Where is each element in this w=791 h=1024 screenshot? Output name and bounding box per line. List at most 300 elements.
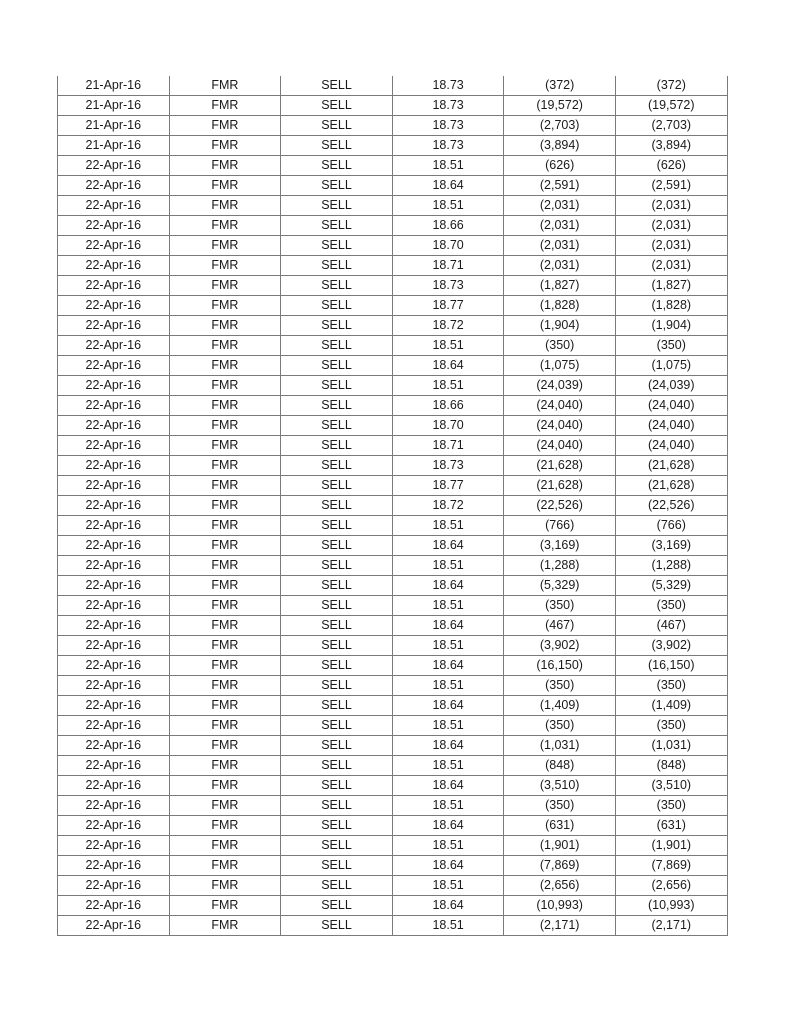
quantity-total-cell: (2,591) xyxy=(615,176,727,196)
type-cell: SELL xyxy=(281,736,393,756)
type-cell: SELL xyxy=(281,696,393,716)
quantity-cell: (2,703) xyxy=(504,116,616,136)
party-cell: FMR xyxy=(169,916,281,936)
price-cell: 18.77 xyxy=(392,476,504,496)
date-cell: 22-Apr-16 xyxy=(58,576,170,596)
date-cell: 22-Apr-16 xyxy=(58,776,170,796)
party-cell: FMR xyxy=(169,756,281,776)
party-cell: FMR xyxy=(169,296,281,316)
quantity-cell: (1,827) xyxy=(504,276,616,296)
date-cell: 22-Apr-16 xyxy=(58,916,170,936)
party-cell: FMR xyxy=(169,96,281,116)
date-cell: 22-Apr-16 xyxy=(58,336,170,356)
table-row xyxy=(58,896,728,916)
quantity-cell: (350) xyxy=(504,596,616,616)
price-cell: 18.66 xyxy=(392,216,504,236)
date-cell: 22-Apr-16 xyxy=(58,516,170,536)
type-cell: SELL xyxy=(281,116,393,136)
date-cell: 22-Apr-16 xyxy=(58,196,170,216)
quantity-cell: (3,902) xyxy=(504,636,616,656)
type-cell: SELL xyxy=(281,356,393,376)
type-cell: SELL xyxy=(281,256,393,276)
price-cell: 18.51 xyxy=(392,676,504,696)
type-cell: SELL xyxy=(281,876,393,896)
quantity-cell: (1,409) xyxy=(504,696,616,716)
table-row xyxy=(58,96,728,116)
quantity-total-cell: (2,031) xyxy=(615,256,727,276)
price-cell: 18.51 xyxy=(392,756,504,776)
table-row xyxy=(58,316,728,336)
price-cell: 18.64 xyxy=(392,776,504,796)
price-cell: 18.64 xyxy=(392,536,504,556)
type-cell: SELL xyxy=(281,596,393,616)
quantity-total-cell: (848) xyxy=(615,756,727,776)
party-cell: FMR xyxy=(169,436,281,456)
quantity-cell: (24,040) xyxy=(504,436,616,456)
price-cell: 18.64 xyxy=(392,736,504,756)
quantity-cell: (2,591) xyxy=(504,176,616,196)
date-cell: 22-Apr-16 xyxy=(58,836,170,856)
table-row xyxy=(58,396,728,416)
quantity-total-cell: (631) xyxy=(615,816,727,836)
date-cell: 21-Apr-16 xyxy=(58,76,170,96)
table-row xyxy=(58,876,728,896)
quantity-total-cell: (2,031) xyxy=(615,236,727,256)
quantity-cell: (24,040) xyxy=(504,396,616,416)
quantity-cell: (1,075) xyxy=(504,356,616,376)
date-cell: 22-Apr-16 xyxy=(58,276,170,296)
quantity-cell: (848) xyxy=(504,756,616,776)
date-cell: 22-Apr-16 xyxy=(58,816,170,836)
quantity-total-cell: (1,904) xyxy=(615,316,727,336)
quantity-total-cell: (350) xyxy=(615,336,727,356)
quantity-cell: (2,656) xyxy=(504,876,616,896)
date-cell: 22-Apr-16 xyxy=(58,236,170,256)
quantity-total-cell: (21,628) xyxy=(615,456,727,476)
price-cell: 18.51 xyxy=(392,376,504,396)
quantity-cell: (1,031) xyxy=(504,736,616,756)
quantity-total-cell: (350) xyxy=(615,796,727,816)
table-row xyxy=(58,116,728,136)
quantity-total-cell: (22,526) xyxy=(615,496,727,516)
price-cell: 18.51 xyxy=(392,876,504,896)
party-cell: FMR xyxy=(169,596,281,616)
trades-table-body xyxy=(58,76,728,936)
party-cell: FMR xyxy=(169,516,281,536)
type-cell: SELL xyxy=(281,436,393,456)
table-row xyxy=(58,796,728,816)
date-cell: 22-Apr-16 xyxy=(58,376,170,396)
price-cell: 18.73 xyxy=(392,96,504,116)
quantity-total-cell: (2,031) xyxy=(615,196,727,216)
date-cell: 22-Apr-16 xyxy=(58,556,170,576)
quantity-cell: (1,904) xyxy=(504,316,616,336)
type-cell: SELL xyxy=(281,896,393,916)
price-cell: 18.64 xyxy=(392,896,504,916)
quantity-cell: (7,869) xyxy=(504,856,616,876)
table-row xyxy=(58,236,728,256)
date-cell: 22-Apr-16 xyxy=(58,216,170,236)
date-cell: 22-Apr-16 xyxy=(58,176,170,196)
party-cell: FMR xyxy=(169,276,281,296)
date-cell: 22-Apr-16 xyxy=(58,456,170,476)
type-cell: SELL xyxy=(281,336,393,356)
table-row xyxy=(58,556,728,576)
quantity-cell: (372) xyxy=(504,76,616,96)
price-cell: 18.64 xyxy=(392,356,504,376)
quantity-total-cell: (1,901) xyxy=(615,836,727,856)
price-cell: 18.51 xyxy=(392,916,504,936)
price-cell: 18.77 xyxy=(392,296,504,316)
party-cell: FMR xyxy=(169,776,281,796)
table-row xyxy=(58,536,728,556)
type-cell: SELL xyxy=(281,276,393,296)
quantity-total-cell: (24,040) xyxy=(615,436,727,456)
type-cell: SELL xyxy=(281,636,393,656)
quantity-cell: (5,329) xyxy=(504,576,616,596)
type-cell: SELL xyxy=(281,176,393,196)
quantity-cell: (1,828) xyxy=(504,296,616,316)
trades-table xyxy=(57,76,728,936)
quantity-total-cell: (766) xyxy=(615,516,727,536)
quantity-cell: (3,169) xyxy=(504,536,616,556)
date-cell: 21-Apr-16 xyxy=(58,96,170,116)
quantity-cell: (2,031) xyxy=(504,236,616,256)
quantity-total-cell: (3,510) xyxy=(615,776,727,796)
type-cell: SELL xyxy=(281,536,393,556)
quantity-total-cell: (2,171) xyxy=(615,916,727,936)
quantity-total-cell: (626) xyxy=(615,156,727,176)
party-cell: FMR xyxy=(169,196,281,216)
price-cell: 18.73 xyxy=(392,276,504,296)
date-cell: 22-Apr-16 xyxy=(58,796,170,816)
table-row xyxy=(58,516,728,536)
type-cell: SELL xyxy=(281,376,393,396)
price-cell: 18.71 xyxy=(392,436,504,456)
table-row xyxy=(58,716,728,736)
party-cell: FMR xyxy=(169,536,281,556)
quantity-total-cell: (3,902) xyxy=(615,636,727,656)
quantity-total-cell: (19,572) xyxy=(615,96,727,116)
party-cell: FMR xyxy=(169,716,281,736)
party-cell: FMR xyxy=(169,896,281,916)
price-cell: 18.51 xyxy=(392,636,504,656)
table-row xyxy=(58,156,728,176)
date-cell: 22-Apr-16 xyxy=(58,676,170,696)
type-cell: SELL xyxy=(281,96,393,116)
date-cell: 22-Apr-16 xyxy=(58,716,170,736)
party-cell: FMR xyxy=(169,336,281,356)
table-row xyxy=(58,616,728,636)
quantity-cell: (2,171) xyxy=(504,916,616,936)
date-cell: 22-Apr-16 xyxy=(58,756,170,776)
quantity-total-cell: (2,031) xyxy=(615,216,727,236)
quantity-cell: (16,150) xyxy=(504,656,616,676)
type-cell: SELL xyxy=(281,776,393,796)
quantity-cell: (350) xyxy=(504,336,616,356)
price-cell: 18.51 xyxy=(392,796,504,816)
party-cell: FMR xyxy=(169,136,281,156)
quantity-total-cell: (3,169) xyxy=(615,536,727,556)
type-cell: SELL xyxy=(281,476,393,496)
date-cell: 22-Apr-16 xyxy=(58,316,170,336)
type-cell: SELL xyxy=(281,856,393,876)
type-cell: SELL xyxy=(281,236,393,256)
quantity-cell: (21,628) xyxy=(504,476,616,496)
quantity-cell: (3,894) xyxy=(504,136,616,156)
type-cell: SELL xyxy=(281,836,393,856)
type-cell: SELL xyxy=(281,516,393,536)
type-cell: SELL xyxy=(281,716,393,736)
quantity-cell: (22,526) xyxy=(504,496,616,516)
table-row xyxy=(58,76,728,96)
quantity-total-cell: (10,993) xyxy=(615,896,727,916)
table-row xyxy=(58,276,728,296)
party-cell: FMR xyxy=(169,236,281,256)
type-cell: SELL xyxy=(281,156,393,176)
type-cell: SELL xyxy=(281,756,393,776)
price-cell: 18.64 xyxy=(392,656,504,676)
party-cell: FMR xyxy=(169,816,281,836)
quantity-cell: (24,040) xyxy=(504,416,616,436)
price-cell: 18.51 xyxy=(392,556,504,576)
quantity-cell: (1,901) xyxy=(504,836,616,856)
quantity-total-cell: (2,703) xyxy=(615,116,727,136)
table-row xyxy=(58,576,728,596)
date-cell: 21-Apr-16 xyxy=(58,116,170,136)
date-cell: 22-Apr-16 xyxy=(58,656,170,676)
price-cell: 18.72 xyxy=(392,496,504,516)
price-cell: 18.72 xyxy=(392,316,504,336)
table-row xyxy=(58,596,728,616)
type-cell: SELL xyxy=(281,796,393,816)
party-cell: FMR xyxy=(169,376,281,396)
party-cell: FMR xyxy=(169,836,281,856)
date-cell: 21-Apr-16 xyxy=(58,136,170,156)
date-cell: 22-Apr-16 xyxy=(58,696,170,716)
type-cell: SELL xyxy=(281,196,393,216)
table-row xyxy=(58,856,728,876)
party-cell: FMR xyxy=(169,876,281,896)
quantity-total-cell: (350) xyxy=(615,676,727,696)
date-cell: 22-Apr-16 xyxy=(58,256,170,276)
date-cell: 22-Apr-16 xyxy=(58,896,170,916)
party-cell: FMR xyxy=(169,316,281,336)
table-row xyxy=(58,496,728,516)
type-cell: SELL xyxy=(281,496,393,516)
table-row xyxy=(58,816,728,836)
party-cell: FMR xyxy=(169,156,281,176)
party-cell: FMR xyxy=(169,856,281,876)
quantity-total-cell: (1,828) xyxy=(615,296,727,316)
quantity-total-cell: (1,288) xyxy=(615,556,727,576)
quantity-total-cell: (1,075) xyxy=(615,356,727,376)
price-cell: 18.64 xyxy=(392,616,504,636)
quantity-cell: (631) xyxy=(504,816,616,836)
quantity-total-cell: (5,329) xyxy=(615,576,727,596)
party-cell: FMR xyxy=(169,256,281,276)
quantity-total-cell: (350) xyxy=(615,596,727,616)
price-cell: 18.73 xyxy=(392,116,504,136)
table-row xyxy=(58,136,728,156)
price-cell: 18.51 xyxy=(392,336,504,356)
price-cell: 18.51 xyxy=(392,516,504,536)
quantity-total-cell: (7,869) xyxy=(615,856,727,876)
type-cell: SELL xyxy=(281,676,393,696)
quantity-total-cell: (24,040) xyxy=(615,396,727,416)
date-cell: 22-Apr-16 xyxy=(58,436,170,456)
type-cell: SELL xyxy=(281,416,393,436)
table-row xyxy=(58,376,728,396)
price-cell: 18.73 xyxy=(392,76,504,96)
quantity-cell: (2,031) xyxy=(504,216,616,236)
party-cell: FMR xyxy=(169,76,281,96)
party-cell: FMR xyxy=(169,416,281,436)
table-row xyxy=(58,256,728,276)
party-cell: FMR xyxy=(169,356,281,376)
table-row xyxy=(58,296,728,316)
type-cell: SELL xyxy=(281,456,393,476)
table-row xyxy=(58,756,728,776)
quantity-total-cell: (1,031) xyxy=(615,736,727,756)
table-row xyxy=(58,176,728,196)
price-cell: 18.73 xyxy=(392,136,504,156)
quantity-total-cell: (24,040) xyxy=(615,416,727,436)
quantity-cell: (3,510) xyxy=(504,776,616,796)
price-cell: 18.64 xyxy=(392,696,504,716)
table-row xyxy=(58,196,728,216)
type-cell: SELL xyxy=(281,616,393,636)
price-cell: 18.51 xyxy=(392,716,504,736)
table-row xyxy=(58,356,728,376)
date-cell: 22-Apr-16 xyxy=(58,736,170,756)
price-cell: 18.51 xyxy=(392,836,504,856)
price-cell: 18.51 xyxy=(392,596,504,616)
price-cell: 18.64 xyxy=(392,856,504,876)
quantity-cell: (19,572) xyxy=(504,96,616,116)
quantity-total-cell: (3,894) xyxy=(615,136,727,156)
price-cell: 18.70 xyxy=(392,236,504,256)
type-cell: SELL xyxy=(281,216,393,236)
quantity-total-cell: (1,409) xyxy=(615,696,727,716)
date-cell: 22-Apr-16 xyxy=(58,596,170,616)
party-cell: FMR xyxy=(169,616,281,636)
date-cell: 22-Apr-16 xyxy=(58,156,170,176)
date-cell: 22-Apr-16 xyxy=(58,536,170,556)
date-cell: 22-Apr-16 xyxy=(58,616,170,636)
table-row xyxy=(58,416,728,436)
quantity-cell: (350) xyxy=(504,716,616,736)
quantity-total-cell: (16,150) xyxy=(615,656,727,676)
table-row xyxy=(58,836,728,856)
date-cell: 22-Apr-16 xyxy=(58,416,170,436)
date-cell: 22-Apr-16 xyxy=(58,876,170,896)
table-row xyxy=(58,216,728,236)
party-cell: FMR xyxy=(169,656,281,676)
party-cell: FMR xyxy=(169,396,281,416)
party-cell: FMR xyxy=(169,556,281,576)
date-cell: 22-Apr-16 xyxy=(58,856,170,876)
party-cell: FMR xyxy=(169,736,281,756)
quantity-total-cell: (21,628) xyxy=(615,476,727,496)
type-cell: SELL xyxy=(281,76,393,96)
table-row xyxy=(58,676,728,696)
price-cell: 18.64 xyxy=(392,816,504,836)
type-cell: SELL xyxy=(281,136,393,156)
price-cell: 18.51 xyxy=(392,156,504,176)
party-cell: FMR xyxy=(169,176,281,196)
price-cell: 18.73 xyxy=(392,456,504,476)
price-cell: 18.70 xyxy=(392,416,504,436)
party-cell: FMR xyxy=(169,456,281,476)
table-row xyxy=(58,436,728,456)
table-row xyxy=(58,656,728,676)
price-cell: 18.71 xyxy=(392,256,504,276)
quantity-total-cell: (350) xyxy=(615,716,727,736)
price-cell: 18.51 xyxy=(392,196,504,216)
quantity-cell: (24,039) xyxy=(504,376,616,396)
party-cell: FMR xyxy=(169,476,281,496)
quantity-cell: (21,628) xyxy=(504,456,616,476)
type-cell: SELL xyxy=(281,316,393,336)
type-cell: SELL xyxy=(281,556,393,576)
date-cell: 22-Apr-16 xyxy=(58,476,170,496)
date-cell: 22-Apr-16 xyxy=(58,636,170,656)
quantity-cell: (350) xyxy=(504,796,616,816)
party-cell: FMR xyxy=(169,636,281,656)
date-cell: 22-Apr-16 xyxy=(58,396,170,416)
table-row xyxy=(58,696,728,716)
price-cell: 18.64 xyxy=(392,176,504,196)
quantity-cell: (1,288) xyxy=(504,556,616,576)
type-cell: SELL xyxy=(281,576,393,596)
price-cell: 18.64 xyxy=(392,576,504,596)
quantity-cell: (626) xyxy=(504,156,616,176)
quantity-cell: (2,031) xyxy=(504,196,616,216)
type-cell: SELL xyxy=(281,656,393,676)
type-cell: SELL xyxy=(281,816,393,836)
type-cell: SELL xyxy=(281,296,393,316)
table-row xyxy=(58,336,728,356)
quantity-total-cell: (2,656) xyxy=(615,876,727,896)
quantity-cell: (350) xyxy=(504,676,616,696)
party-cell: FMR xyxy=(169,796,281,816)
quantity-cell: (467) xyxy=(504,616,616,636)
date-cell: 22-Apr-16 xyxy=(58,356,170,376)
table-row xyxy=(58,776,728,796)
quantity-total-cell: (1,827) xyxy=(615,276,727,296)
party-cell: FMR xyxy=(169,676,281,696)
price-cell: 18.66 xyxy=(392,396,504,416)
table-row xyxy=(58,736,728,756)
table-row xyxy=(58,476,728,496)
quantity-cell: (766) xyxy=(504,516,616,536)
table-row xyxy=(58,916,728,936)
table-row xyxy=(58,456,728,476)
table-row xyxy=(58,636,728,656)
type-cell: SELL xyxy=(281,396,393,416)
party-cell: FMR xyxy=(169,216,281,236)
quantity-total-cell: (467) xyxy=(615,616,727,636)
party-cell: FMR xyxy=(169,576,281,596)
party-cell: FMR xyxy=(169,696,281,716)
type-cell: SELL xyxy=(281,916,393,936)
date-cell: 22-Apr-16 xyxy=(58,496,170,516)
quantity-total-cell: (24,039) xyxy=(615,376,727,396)
date-cell: 22-Apr-16 xyxy=(58,296,170,316)
quantity-cell: (2,031) xyxy=(504,256,616,276)
party-cell: FMR xyxy=(169,116,281,136)
